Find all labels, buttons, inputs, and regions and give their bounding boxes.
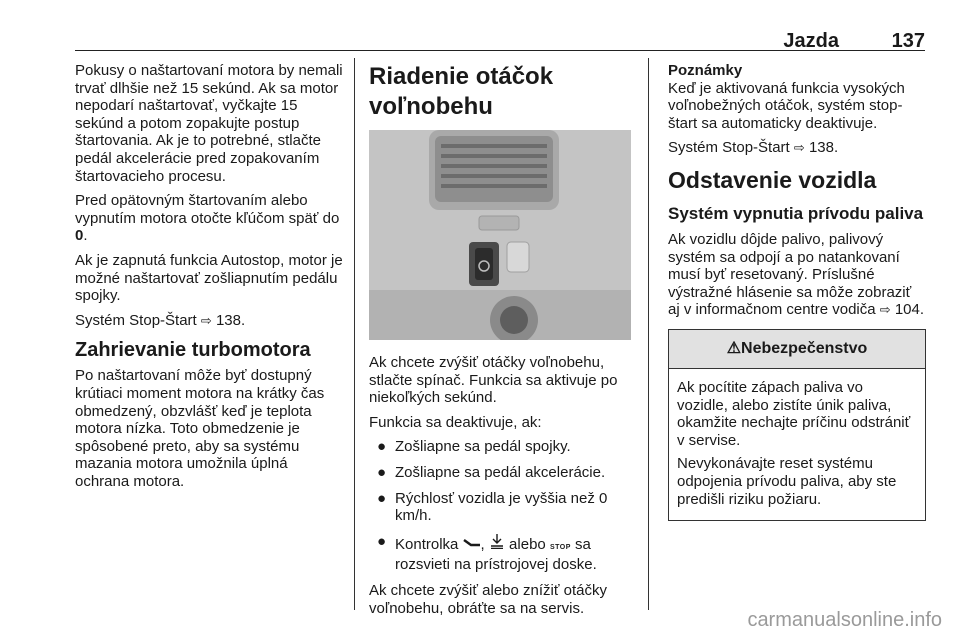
column-2	[369, 62, 633, 624]
header-rule	[75, 50, 925, 51]
heading-parking: Odstavenie vozidla	[668, 166, 877, 193]
list-item-text: Zošliapne sa pedál spojky.	[395, 438, 571, 456]
note-title: Poznámky	[668, 62, 743, 79]
warning-paragraph-1: Ak pocítite zápach paliva vo vozidle, alebo zistíte únik paliva, okamžite nechajte príčinu odstrániť v servise.	[677, 378, 911, 449]
key-position-zero: 0	[75, 227, 84, 245]
xref-label: Systém Stop-Štart	[75, 311, 201, 329]
warning-paragraph-2: Nevykonávajte reset systému odpojenia prívodu paliva, aby ste predišli riziku požiaru.	[677, 455, 897, 508]
heading-idle-speed-control: Riadenie otáčok voľnobehu	[369, 63, 554, 120]
page-ref-arrow-icon: ⇨	[879, 302, 891, 318]
page-number: 137	[891, 30, 925, 52]
dashboard-switch-illustration	[369, 130, 631, 340]
bullet-icon: ●	[377, 438, 387, 456]
heading-turbo-warmup: Zahrievanie turbomotora	[75, 339, 311, 362]
section-title: Jazda	[783, 30, 839, 52]
bullet-icon: ●	[377, 532, 387, 550]
warning-triangle-icon: ⚠	[726, 339, 742, 357]
paragraph-fuel-cutoff	[668, 231, 926, 319]
list-item	[369, 438, 633, 456]
paragraph-increase-idle: Ak chcete zvýšiť otáčky voľnobehu, stlačte spínač. Funkcia sa aktivuje po niekoľkých sekúnd.	[369, 354, 618, 407]
bullet-icon: ●	[377, 489, 387, 507]
warning-body	[669, 369, 925, 520]
list-item-text-end: sa rozsvieti na prístrojovej doske.	[395, 535, 597, 574]
clutch-indicator-icon	[463, 537, 481, 549]
warning-title: Nebezpečenstvo	[741, 339, 868, 357]
xref-stop-start[interactable]	[75, 312, 345, 330]
deactivation-conditions-list	[369, 438, 633, 574]
note-text: Keď je aktivovaná funkcia vysokých voľnobežných otáčok, systém stop-štart sa automaticky deaktivuje.	[668, 79, 905, 132]
paragraph-fuel-cutoff-text: Ak vozidlu dôjde palivo, palivový systém sa odpojí a po natankovaní musí byť resetovaný. Príslušné výstražné hlásenie sa môže zobraziť aj v informačnom centre vodiča	[668, 230, 912, 319]
stop-start-indicator-icon	[489, 533, 505, 549]
paragraph-restart-text: Pred opätovným štartovaním alebo vypnutím motora otočte kľúčom späť do	[75, 192, 340, 227]
list-item	[369, 533, 633, 574]
danger-warning-box	[668, 329, 926, 521]
paragraph-restart	[75, 192, 345, 245]
list-item	[369, 490, 633, 525]
list-item	[369, 464, 633, 482]
page-ref-arrow-icon: ⇨	[793, 140, 805, 156]
column-divider-1	[354, 58, 355, 610]
paragraph-restart-end: .	[83, 227, 88, 245]
heading-fuel-cutoff: Systém vypnutia prívodu paliva	[668, 203, 924, 223]
list-item-separator: ,	[480, 535, 489, 553]
list-item-text: Kontrolka	[395, 535, 463, 553]
xref-stop-start-2[interactable]	[668, 139, 926, 157]
xref-label: Systém Stop-Štart	[668, 139, 794, 157]
xref-page: 138.	[211, 311, 246, 329]
list-item-text: Rýchlosť vozidla je vyššia než 0 km/h.	[395, 489, 608, 525]
page-ref-arrow-icon: ⇨	[200, 312, 212, 328]
stop-indicator-icon: STOP	[549, 543, 571, 551]
column-1	[75, 62, 345, 497]
list-item-text: Zošliapne sa pedál akcelerácie.	[395, 463, 606, 481]
paragraph-start-attempts: Pokusy o naštartovaní motora by nemali trvať dlhšie než 15 sekúnd. Ak sa motor nepodarí naštartovať, vyčkajte 15 sekúnd a potom zopakujte postup štartovania. Ak je to potrebné, stlačte pedál akcelerácie pred zopakovaním štartovacieho procesu.	[75, 62, 343, 185]
xref-page: 104.	[890, 301, 925, 319]
xref-page: 138.	[804, 139, 839, 157]
warning-header	[669, 330, 925, 369]
bullet-icon: ●	[377, 463, 387, 481]
list-item-or: alebo	[504, 535, 550, 553]
idle-speed-switch-photo	[369, 130, 631, 340]
watermark: carmanualsonline.info	[747, 609, 942, 631]
note-block	[668, 62, 926, 132]
paragraph-turbo: Po naštartovaní môže byť dostupný krútiaci moment motora na krátky čas obmedzený, obzvlášť keď je teplota motora nízka. Toto obmedzenie je spôsobené preto, aby sa systému mazania motora umožnila úplná ochrana motora.	[75, 367, 325, 490]
paragraph-deactivated-if: Funkcia sa deaktivuje, ak:	[369, 413, 542, 431]
paragraph-autostop: Ak je zapnutá funkcia Autostop, motor je možné naštartovať zošliapnutím pedálu spojky.	[75, 251, 343, 305]
column-3	[668, 62, 926, 521]
column-divider-2	[648, 58, 649, 610]
paragraph-service: Ak chcete zvýšiť alebo znížiť otáčky voľnobehu, obráťte sa na servis.	[369, 581, 608, 617]
